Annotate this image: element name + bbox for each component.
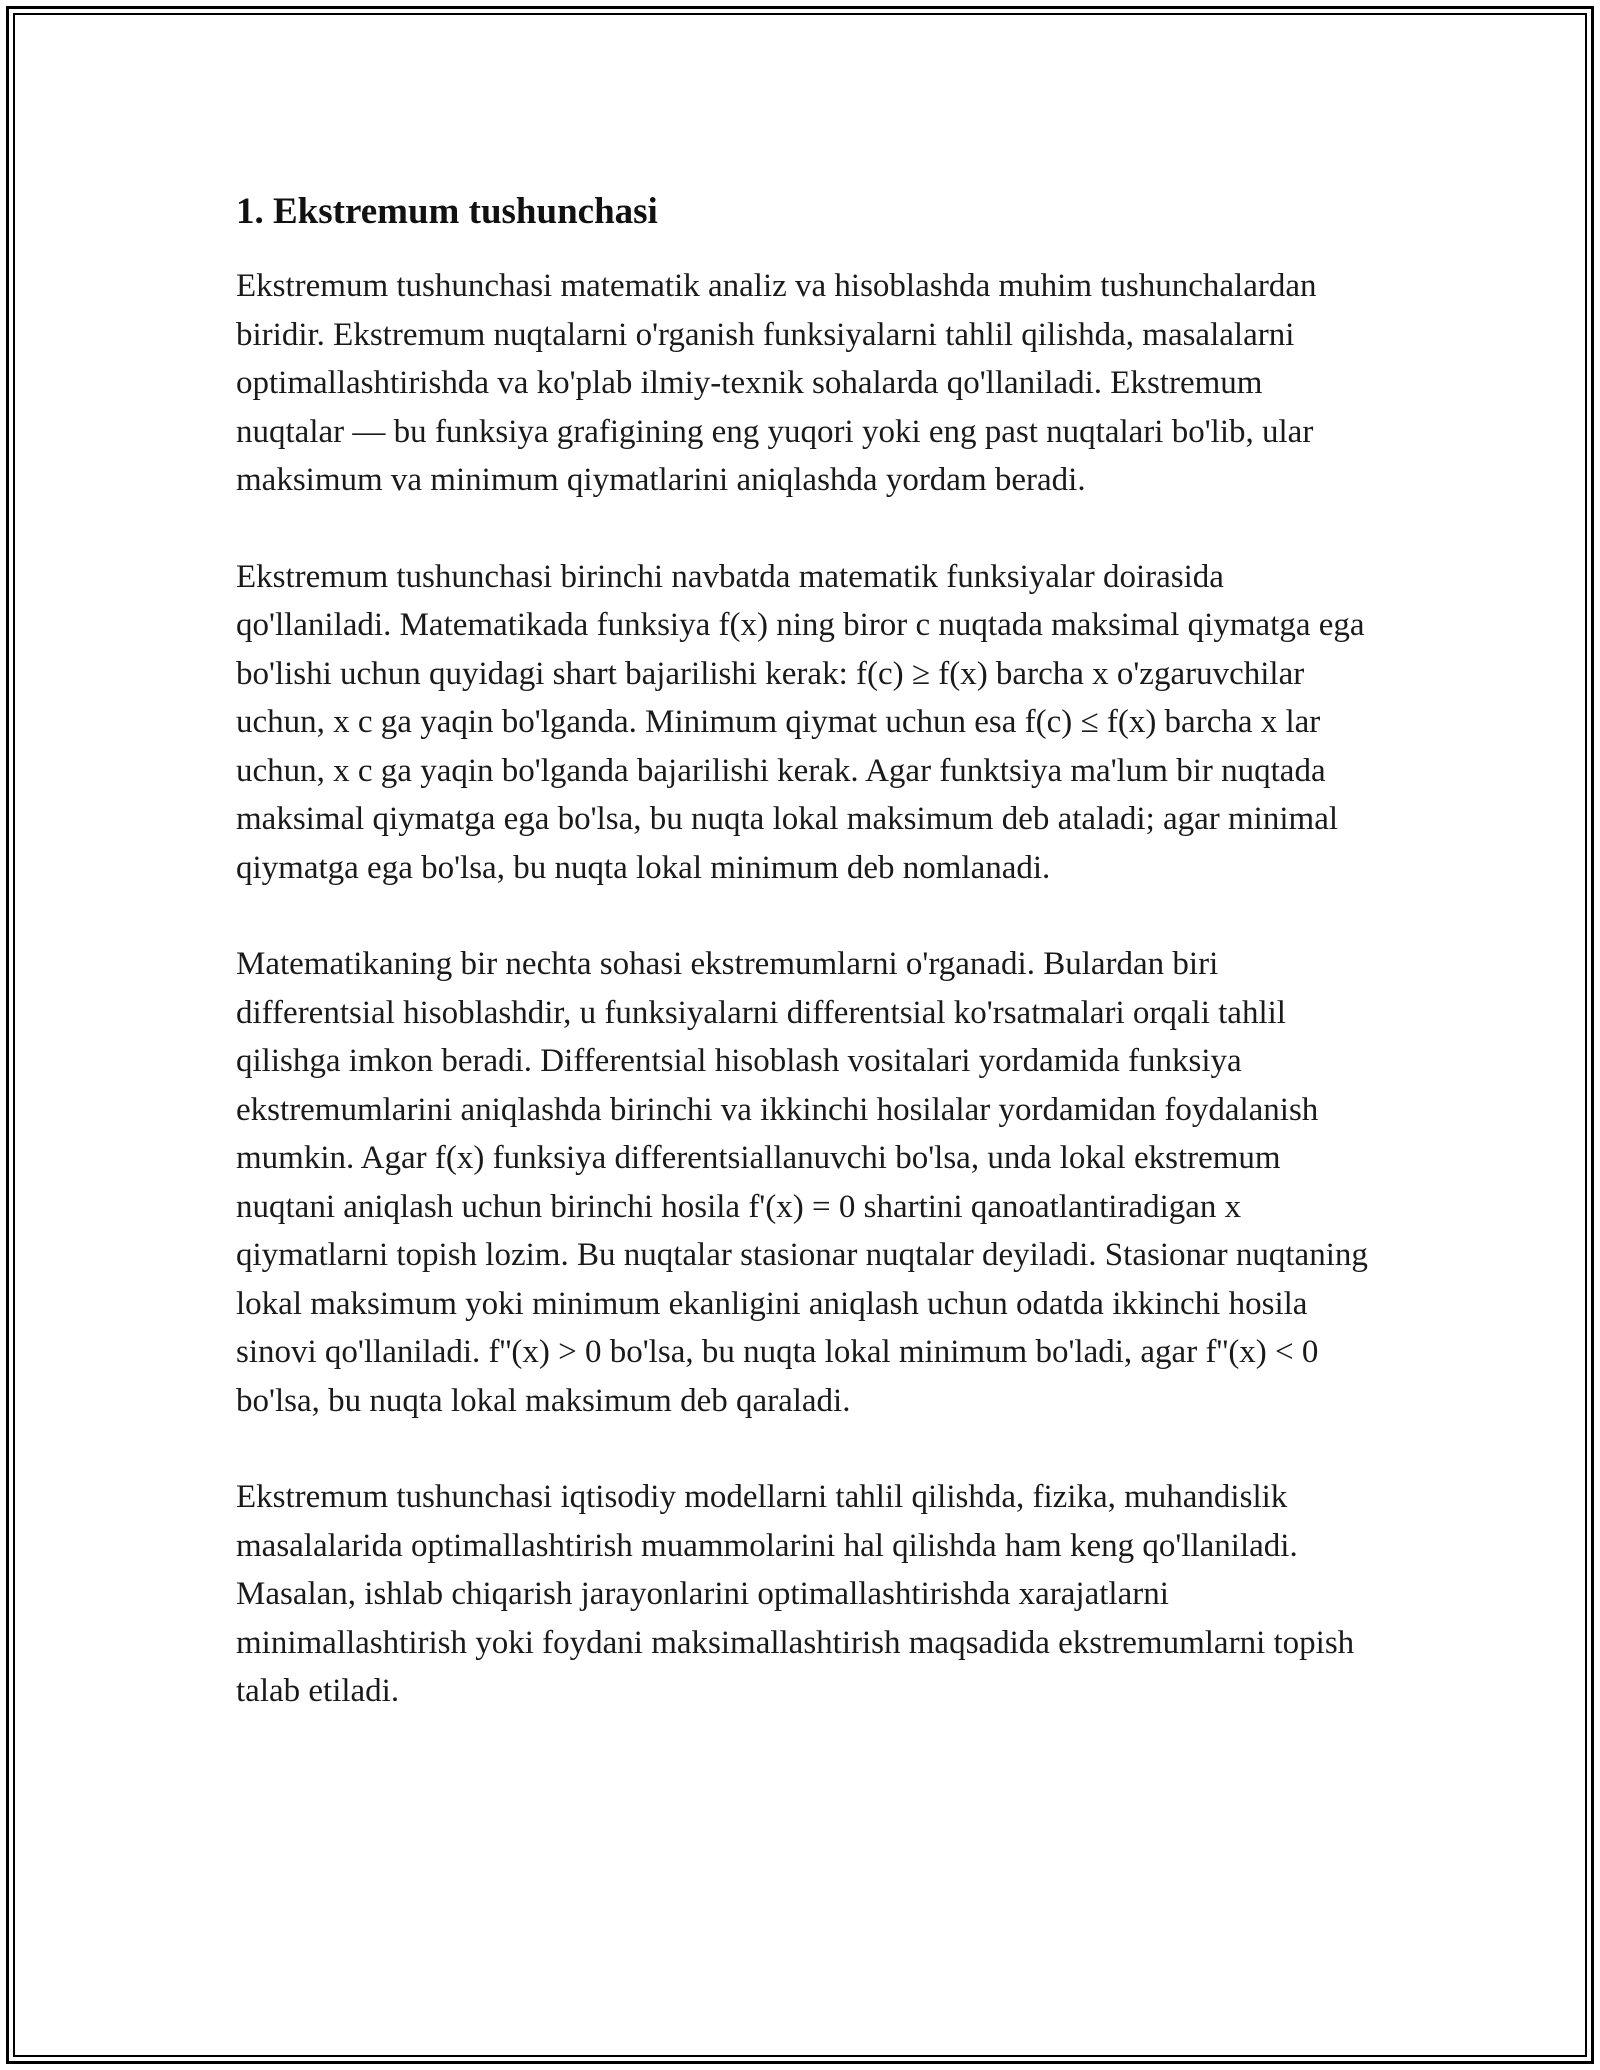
document-body <box>236 184 1376 1764</box>
paragraph-4: Ekstremum tushunchasi iqtisodiy modellarni tahlil qilishda, fizika, muhandislik masalalarida optimallashtirish muammolarini hal qilishda ham keng qo'llaniladi. Masalan, ishlab chiqarish jarayonlarini optimallashtirishda xarajatlarni minimallashtirish yoki foydani maksimallashtirish maqsadida ekstremumlarni topish talab etiladi. <box>236 1479 1355 1709</box>
paragraph-3: Matematikaning bir nechta sohasi ekstremumlarni o'rganadi. Bulardan biri differentsial hisoblashdir, u funksiyalarni differentsial ko'rsatmalari orqali tahlil qilishga imkon beradi. Differentsial hisoblash vositalari yordamida funksiya ekstremumlarini aniqlashda birinchi va ikkinchi hosilalar yordamidan foydalanish mumkin. Agar f(x) funksiya differentsiallanuvchi bo'lsa, unda lokal ekstremum nuqtani aniqlash uchun birinchi hosila f'(x) = 0 shartini qanoatlantiradigan x qiymatlarni topish lozim. Bu nuqtalar stasionar nuqtalar deyiladi. Stasionar nuqtaning lokal maksimum yoki minimum ekanligini aniqlash uchun odatda ikkinchi hosila sinovi qo'llaniladi. f''(x) > 0 bo'lsa, bu nuqta lokal minimum bo'ladi, agar f''(x) < 0 bo'lsa, bu nuqta lokal maksimum deb qaraladi. <box>236 946 1368 1419</box>
section-heading: 1. Ekstremum tushunchasi <box>236 191 658 232</box>
paragraph-2: Ekstremum tushunchasi birinchi navbatda matematik funksiyalar doirasida qo'llaniladi. Matematikada funksiya f(x) ning biror c nuqtada maksimal qiymatga ega bo'lishi uchun quyidagi shart bajarilishi kerak: f(c) ≥ f(x) barcha x o'zgaruvchilar uchun, x c ga yaqin bo'lganda. Minimum qiymat uchun esa f(c) ≤ f(x) barcha x lar uchun, x c ga yaqin bo'lganda bajarilishi kerak. Agar funktsiya ma'lum bir nuqtada maksimal qiymatga ega bo'lsa, bu nuqta lokal maksimum deb ataladi; agar minimal qiymatga ega bo'lsa, bu nuqta lokal minimum deb nomlanadi. <box>236 558 1365 886</box>
paragraph-1: Ekstremum tushunchasi matematik analiz va hisoblashda muhim tushunchalardan biridir. Ekstremum nuqtalarni o'rganish funksiyalarni tahlil qilishda, masalalarni optimallashtirishda va ko'plab ilmiy-texnik sohalarda qo'llaniladi. Ekstremum nuqtalar — bu funksiya grafigining eng yuqori yoki eng past nuqtalari bo'lib, ular maksimum va minimum qiymatlarini aniqlashda yordam beradi. <box>236 268 1317 498</box>
